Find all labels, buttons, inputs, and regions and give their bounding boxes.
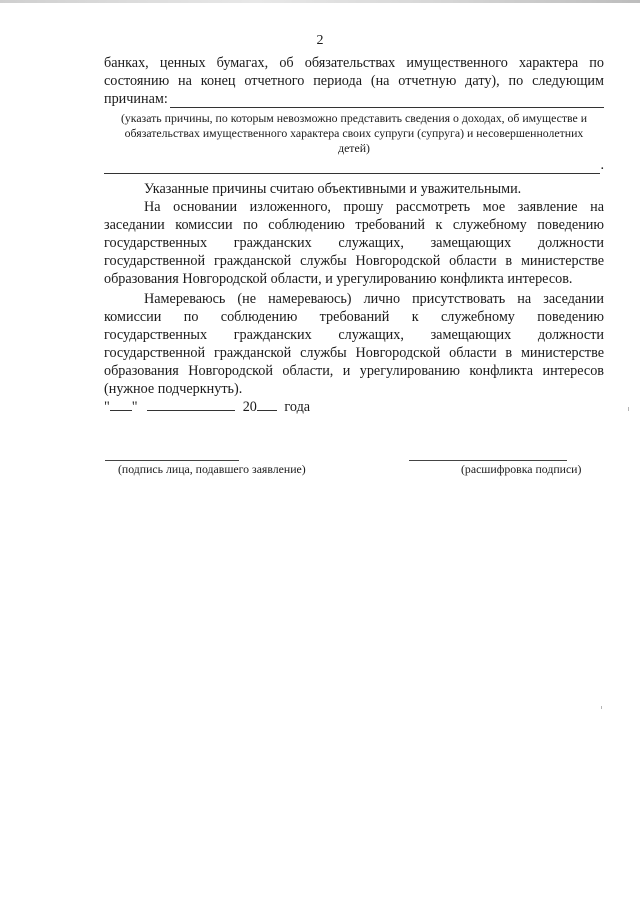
reasons-label: причинам:: [104, 91, 168, 107]
date-year-prefix: 20: [242, 399, 257, 415]
scan-top-edge: [0, 0, 640, 3]
date-quote-close: ": [131, 399, 138, 415]
para3-line1: На основании изложенного, прошу рассмотреть мое заявление на: [144, 199, 604, 215]
date-day-blank[interactable]: [110, 398, 132, 411]
document-body: [104, 54, 604, 398]
reasons-extra-blank-line: [104, 159, 600, 174]
name-decode-line[interactable]: [409, 460, 567, 461]
reasons-end-dot: .: [600, 157, 604, 173]
reasons-note: (указать причины, по которым невозможно представить сведения о доходах, об имуществе и обязательствах имущественного характера своих супруги (супруга) и несовершеннолетних детей): [120, 111, 588, 155]
para4-line2: комиссии по соблюдению требований к служебному поведению: [104, 309, 604, 325]
para4-line6: (нужное подчеркнуть).: [104, 381, 243, 397]
para4-line1: Намереваюсь (не намереваюсь) лично присутствовать на заседании: [144, 291, 604, 307]
para3-line2: заседании комиссии по соблюдению требований к служебному поведению: [104, 217, 604, 233]
date-year-blank[interactable]: [257, 398, 277, 411]
para3-line5: образования Новгородской области, и урегулированию конфликта интересов.: [104, 271, 573, 287]
scan-speck: [601, 706, 602, 709]
name-decode-caption: (расшифровка подписи): [461, 462, 582, 476]
reasons-row: [104, 90, 604, 108]
para4-line3: государственных гражданских служащих, замещающих должности: [104, 327, 604, 343]
date-quote-open: ": [104, 399, 110, 415]
para3-line4: государственной гражданской службы Новгородской области в министерстве: [104, 253, 604, 269]
para1-line1: банках, ценных бумагах, об обязательствах имущественного характера по: [104, 55, 604, 71]
signature-caption: (подпись лица, подавшего заявление): [118, 462, 306, 476]
para4-line4: государственной гражданской службы Новгородской области в министерстве: [104, 345, 604, 361]
para3-line3: государственных гражданских служащих, замещающих должности: [104, 235, 604, 251]
para2: Указанные причины считаю объективными и уважительными.: [144, 181, 522, 197]
date-suffix: года: [284, 399, 311, 415]
reasons-blank-line: [170, 93, 604, 108]
reasons-extra-row: [104, 156, 604, 174]
para1-line2: состоянию на конец отчетного периода (на отчетную дату), по следующим: [104, 73, 604, 89]
date-field: [104, 398, 310, 416]
para4-line5: образования Новгородской области, и урегулированию конфликта интересов: [104, 363, 604, 379]
scan-speck: [628, 407, 629, 411]
signature-line[interactable]: [105, 460, 239, 461]
date-month-blank[interactable]: [147, 398, 235, 411]
page-number: 2: [316, 33, 324, 48]
